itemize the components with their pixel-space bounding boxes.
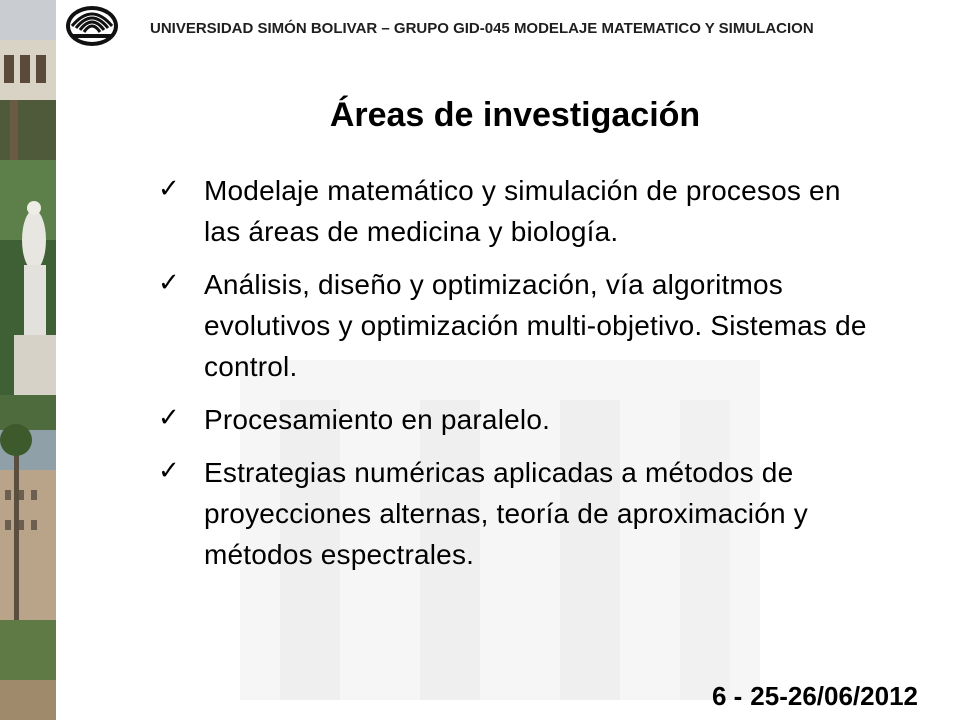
checkmark-icon: ✓ [158,456,180,486]
bullet-text: Modelaje matemático y simulación de procesos en las áreas de medicina y biología. [204,175,841,247]
checkmark-icon: ✓ [158,403,180,433]
slide-footer [704,681,918,712]
slide-date: 25-26/06/2012 [750,681,918,711]
slide-title: Áreas de investigación [329,96,701,134]
organization-header: UNIVERSIDAD SIMÓN BOLIVAR – GRUPO GID-045 MODELAJE MATEMATICO Y SIMULACION [150,20,814,37]
checkmark-icon: ✓ [158,268,180,298]
bullet-text: Análisis, diseño y optimización, vía algoritmos evolutivos y optimización multi-objetivo. Sistemas de control. [204,269,867,382]
checkmark-icon: ✓ [158,174,180,204]
usb-logo-icon [64,4,120,48]
page-number: 6 - [711,681,743,711]
bullet-item [158,399,868,440]
research-areas-list [158,170,868,587]
bullet-item [158,264,868,387]
bullet-item [158,452,868,575]
bullet-text: Procesamiento en paralelo. [204,404,551,435]
bullet-item [158,170,868,252]
bullet-text: Estrategias numéricas aplicadas a métodos de proyecciones alternas, teoría de aproximación y métodos espectrales. [204,457,808,570]
